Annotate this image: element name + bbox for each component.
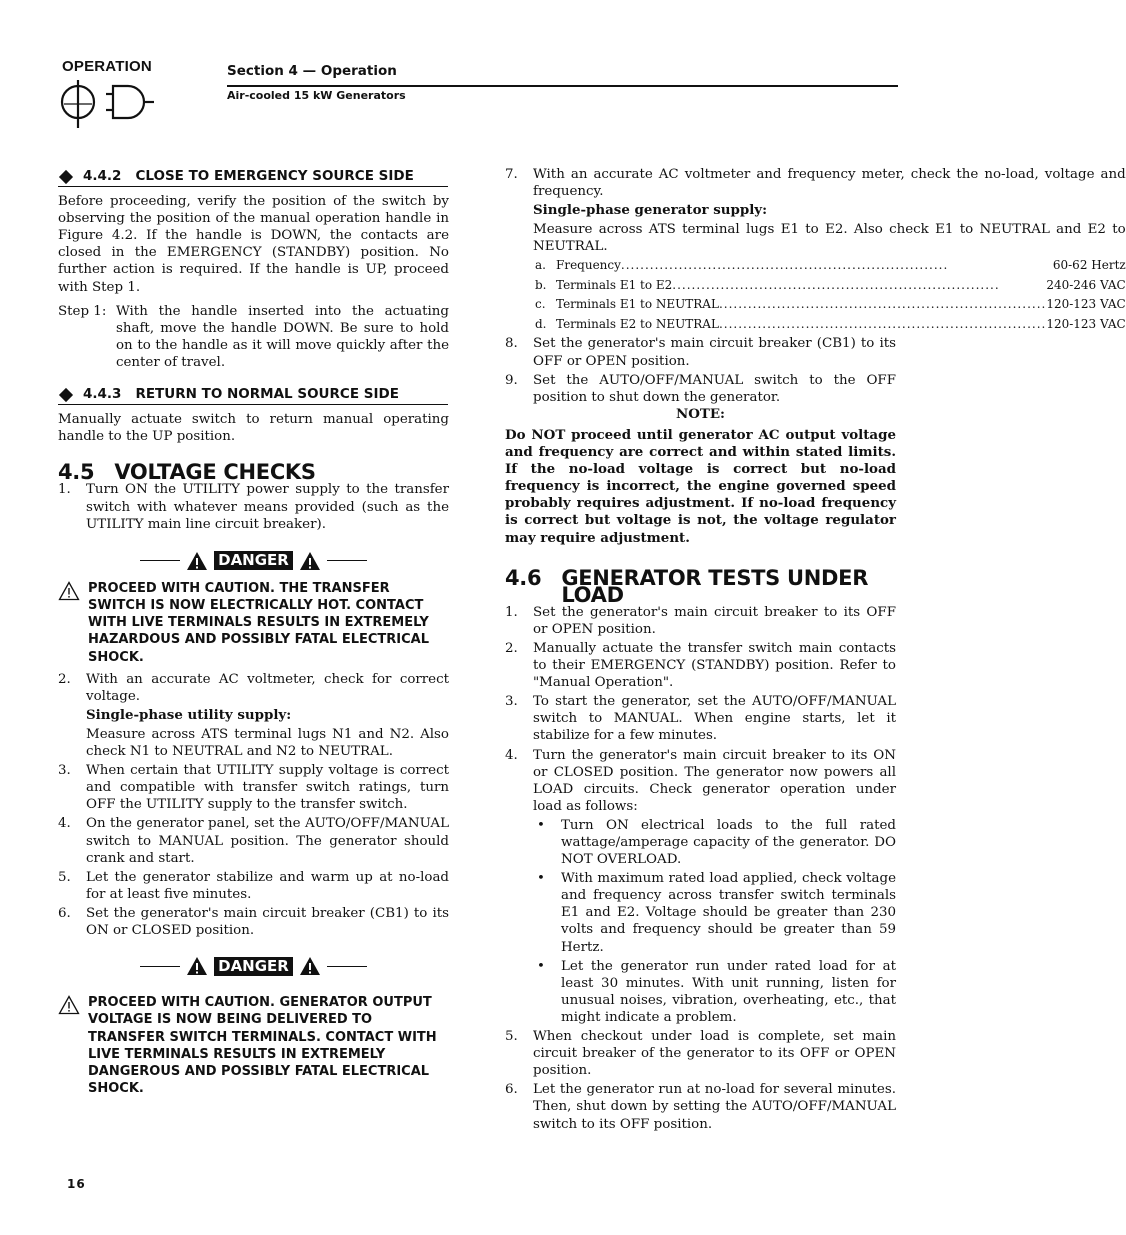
list-item [505,640,896,691]
item-text: Manually actuate the transfer switch main contacts to their EMERGENCY (STANDBY) position. Refer to "Manual Operation". [533,640,896,691]
item-text: Set the generator's main circuit breaker (CB1) to its ON or CLOSED position. [86,905,449,939]
item-number: 4. [505,747,518,763]
warning-icon [299,551,321,571]
spec-list [533,256,1126,334]
list-item [505,604,896,638]
bullet-item [533,817,896,868]
spec-value: 120-123 VAC [1046,297,1126,312]
heading-text: CLOSE TO EMERGENCY SOURCE SIDE [135,168,414,184]
note-body: Do NOT proceed until generator AC output voltage and frequency are correct and within stated limits. If the no-load voltage is correct but no-load frequency is incorrect, the engine governed speed probably requires adjustment. If no-load frequency is correct but voltage is not, the voltage regulator may require adjustment. [505,426,896,546]
step-label: Step 1: [58,303,107,319]
caution-box [58,580,449,666]
item-number: 1. [505,604,518,620]
bullet-text: Let the generator run under rated load for at least 30 minutes. With unit running, listen for unusual noises, vibration, overheating, etc., that might indicate a problem. [561,958,896,1025]
spec-row [533,276,1126,296]
spec-letter: b. [535,277,547,292]
spec-letter: a. [535,258,546,273]
leader-dots [719,315,1046,335]
diamond-bullet-icon [59,169,73,183]
item-text: Turn ON the UTILITY power supply to the transfer switch with whatever means provided (such as the UTILITY main line circuit breaker). [86,482,449,532]
item-number: 9. [505,372,518,388]
spec-row [533,315,1126,335]
page-number: 16 [67,1177,86,1191]
list-item [58,762,449,813]
item-number: 3. [505,694,518,710]
item-number: 4. [58,816,71,832]
spec-letter: c. [535,297,546,312]
item-text: When certain that UTILITY supply voltage is correct and compatible with transfer switch ratings, turn OFF the UTILITY supply to the transfer switch. [86,763,449,813]
caution-triangle-icon [58,994,88,1097]
heading-4-4-2 [58,168,448,187]
bullet-icon: • [537,958,545,974]
danger-banner [58,549,449,573]
list-item [505,166,1126,334]
diamond-bullet-icon [59,388,73,402]
paragraph: Manually actuate switch to return manual operating handle to the UP position. [58,412,449,445]
item-number: 3. [58,763,71,779]
item-text: Let the generator run at no-load for several minutes. Then, shut down by setting the AUTO/OFF/MANUAL switch to its OFF position. [533,1082,896,1132]
bullet-list [533,817,896,1026]
paragraph: Before proceeding, verify the position of the switch by observing the position of the manual operation handle in Figure 4.2. If the handle is DOWN, the contacts are closed in the EMERGENCY (STANDBY) position. No further action is required. If the handle is UP, proceed with Step 1. [58,194,449,295]
heading-4-5 [58,460,449,485]
item-number: 5. [58,869,71,885]
caution-text: PROCEED WITH CAUTION. GENERATOR OUTPUT VOLTAGE IS NOW BEING DELIVERED TO TRANSFER SWITCH TERMINALS. CONTACT WITH LIVE TERMINALS RESULTS IN EXTREMELY DANGEROUS AND POSSIBLY FATAL ELECTRICAL SHOCK. [88,995,437,1097]
list-item [505,693,896,744]
item-text [533,747,896,1027]
left-column [58,168,449,1097]
bullet-text: Turn ON electrical loads to the full rated wattage/amperage capacity of the generator. DO NOT OVERLOAD. [561,817,896,868]
spec-label: Terminals E1 to E2 [556,277,673,292]
operation-tab-label: OPERATION [62,58,152,75]
item-main: With an accurate AC voltmeter, check for correct voltage. [86,671,449,704]
item-subheading: Single-phase generator supply: [533,202,768,219]
spec-value: 120-123 VAC [1046,316,1126,331]
heading-text: RETURN TO NORMAL SOURCE SIDE [135,386,399,403]
item-text: On the generator panel, set the AUTO/OFF/MANUAL switch to MANUAL position. The generator should crank and start. [86,816,449,866]
list-item [58,869,449,903]
item-text [86,671,449,760]
bullet-icon: • [537,871,545,887]
item-subheading: Single-phase utility supply: [86,706,292,723]
list-item [505,1081,896,1132]
warning-icon [186,551,208,571]
plug-socket-icon [58,80,158,135]
item-number: 2. [505,640,518,656]
item-text: Set the generator's main circuit breaker (CB1) to its OFF or OPEN position. [533,336,896,369]
list-item [505,372,896,406]
bullet-item [533,958,896,1026]
item-detail: Measure across ATS terminal lugs N1 and N2. Also check N1 to NEUTRAL and N2 to NEUTRAL. [86,726,449,760]
leader-dots [719,295,1046,315]
caution-text: PROCEED WITH CAUTION. THE TRANSFER SWITCH IS NOW ELECTRICALLY HOT. CONTACT WITH LIVE TERMINALS RESULTS IN EXTREMELY HAZARDOUS AND POSSIBLY FATAL ELECTRICAL SHOCK. [88,580,430,665]
spec-value: 60-62 Hertz [1052,258,1126,273]
heading-number: 4.5 [58,460,95,485]
item-number: 6. [505,1082,518,1098]
item-text: Set the AUTO/OFF/MANUAL switch to the OFF position to shut down the generator. [533,372,896,405]
spec-row [533,256,1126,276]
item-text: Set the generator's main circuit breaker to its OFF or OPEN position. [533,604,896,637]
heading-4-4-3 [58,386,448,405]
bullet-icon: • [537,817,545,833]
item-text: To start the generator, set the AUTO/OFF/MANUAL switch to MANUAL. When engine starts, let it stabilize for a few minutes. [533,694,896,744]
caution-triangle-icon [58,580,88,666]
caution-box [58,994,449,1097]
heading-text: GENERATOR TESTS UNDER LOAD [561,565,869,607]
danger-badge: DANGER [214,551,293,570]
header-rule [227,85,898,87]
warning-icon [299,956,321,976]
list-item [505,335,896,369]
document-subtitle: Air-cooled 15 kW Generators [227,89,406,102]
heading-number: 4.4.3 [83,386,122,403]
heading-text: VOLTAGE CHECKS [114,460,316,485]
spec-label: Terminals E1 to NEUTRAL [556,297,719,312]
danger-badge: DANGER [214,957,293,976]
item-number: 2. [58,671,71,687]
list-item [58,481,449,532]
list-item [58,815,449,866]
item-text: When checkout under load is complete, set main circuit breaker of the generator to its OFF or OPEN position. [533,1029,896,1079]
item-detail: Measure across ATS terminal lugs E1 to E2. Also check E1 to NEUTRAL and E2 to NEUTRAL. [533,222,1126,255]
warning-icon [186,956,208,976]
spec-label: Terminals E2 to NEUTRAL [556,316,719,331]
item-main: Turn the generator's main circuit breaker to its ON or CLOSED position. The generator now powers all LOAD circuits. Check generator operation under load as follows: [533,747,896,814]
note-title: NOTE: [675,405,726,422]
section-title: Section 4 — Operation [227,63,397,79]
spec-label: Frequency [556,258,621,273]
bullet-text: With maximum rated load applied, check voltage and frequency across transfer switch terminals E1 and E2. Voltage should be greater than 230 volts and frequency should be greater than 59 Hertz. [561,871,896,955]
list-item [505,747,896,1027]
heading-4-6 [505,565,896,607]
spec-value: 240-246 VAC [1046,277,1126,292]
item-text [533,166,1126,334]
item-number: 5. [505,1029,518,1045]
item-main: With an accurate AC voltmeter and frequency meter, check the no-load, voltage and frequency. [533,167,1126,200]
item-number: 6. [58,905,71,921]
leader-dots [672,276,1046,296]
leader-dots [621,256,1053,276]
bullet-item [533,870,896,955]
spec-row [533,295,1126,315]
item-number: 7. [505,167,518,182]
heading-number: 4.6 [505,565,542,590]
heading-number: 4.4.2 [83,168,122,184]
item-number: 1. [58,482,71,498]
list-item [58,671,449,760]
danger-banner [58,954,449,978]
step-item [58,303,449,371]
list-item [505,1028,896,1079]
list-item [58,905,449,939]
right-column [505,166,1126,1133]
spec-letter: d. [535,316,547,331]
item-text: Let the generator stabilize and warm up at no-load for at least five minutes. [86,869,449,902]
item-number: 8. [505,336,518,352]
step-text: With the handle inserted into the actuating shaft, move the handle DOWN. Be sure to hold on to the handle as it will move quickly after the center of travel. [116,303,449,370]
